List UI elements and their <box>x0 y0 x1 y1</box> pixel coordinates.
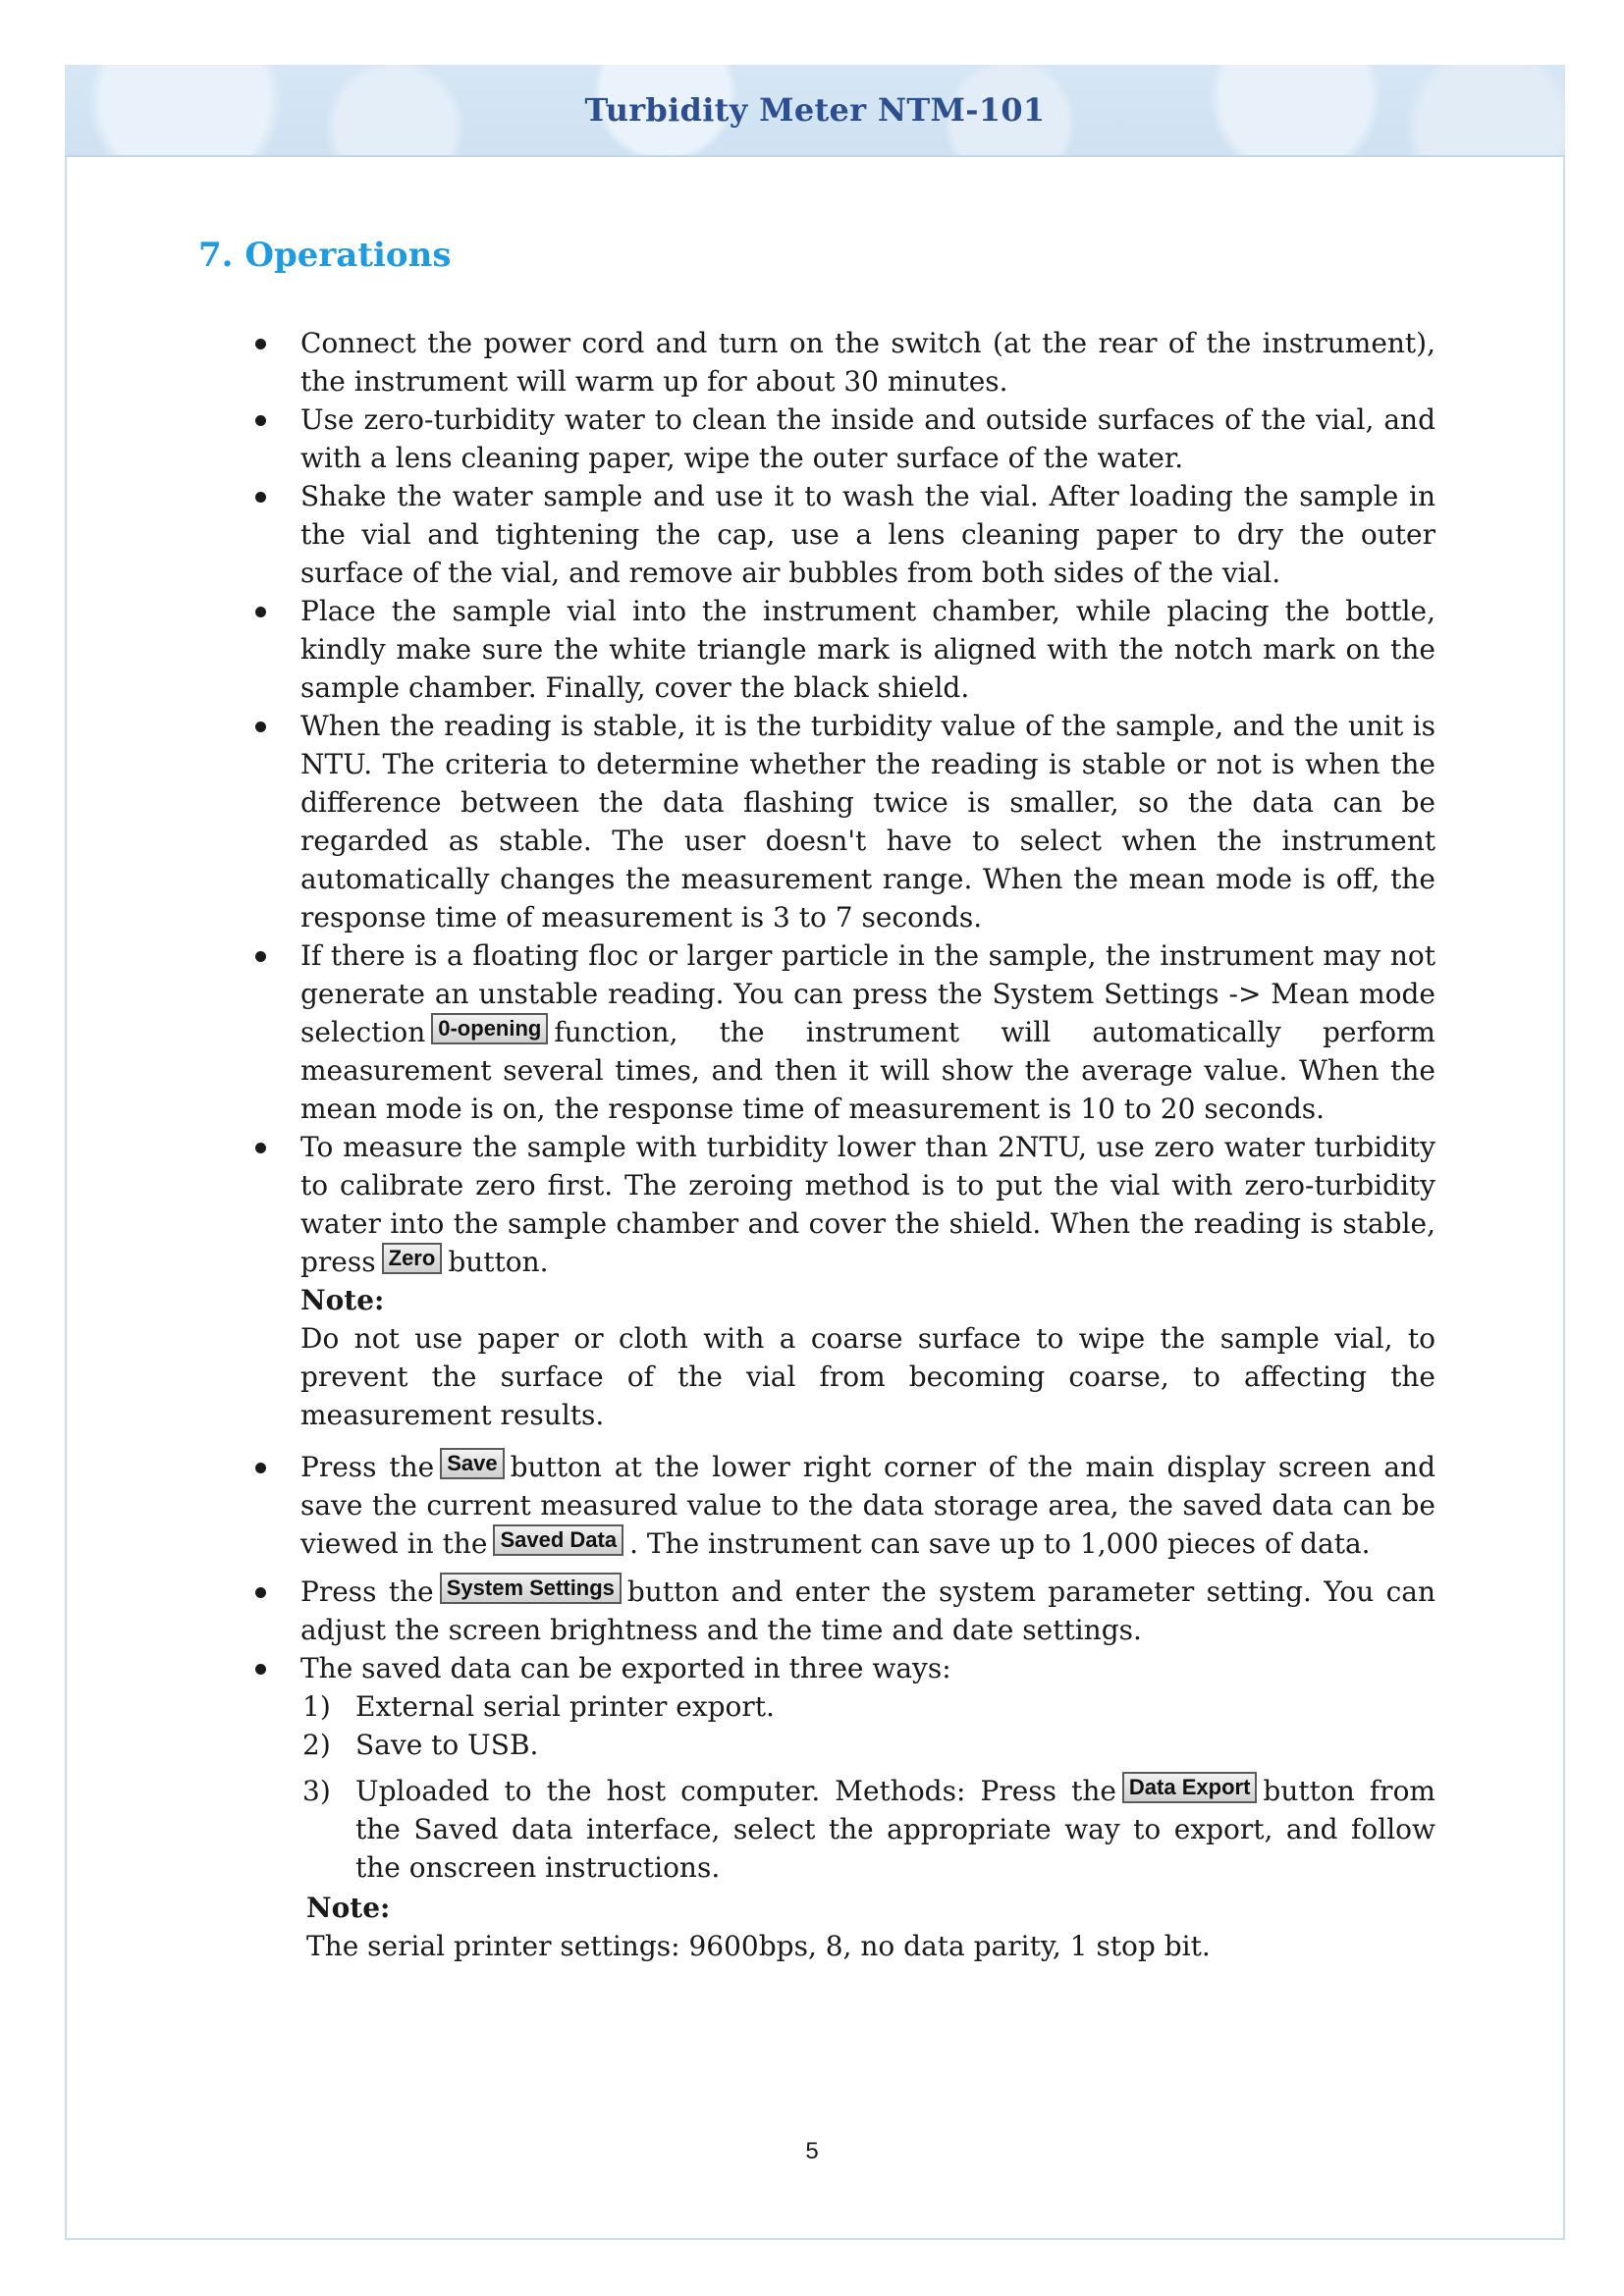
system-settings-button-image: System Settings <box>440 1573 622 1604</box>
list-item: Use zero-turbidity water to clean the inside and outside surfaces of the vial, and with a lens cleaning paper, wipe the outer surface of the water. <box>245 400 1435 477</box>
note-label: Note: <box>306 1892 391 1924</box>
section-title: 7. Operations <box>198 236 452 275</box>
list-item: Press the Save button at the lower right corner of the main display screen and save the current measured value to the data storage area, the saved data can be viewed in the Saved Data . The instrument can save up to 1,000 pieces of data. <box>245 1448 1435 1563</box>
list-item: If there is a floating floc or larger particle in the sample, the instrument may not generate an unstable reading. You can press the System Settings -> Mean mode selection 0-opening function, the instrument will automatically perform measurement several times, and then it will show the average value. When the mean mode is on, the response time of measurement is 10 to 20 seconds. <box>245 936 1435 1128</box>
list-item: The saved data can be exported in three ways: 1) External serial printer export. 2) Save to USB. 3) Uploaded to the host computer. Methods: Press the Data Export button from the Saved data interface, select the appropriate way to export, and follow the onscreen instructions. Note: The serial printer settings: 9600bps, 8, no data parity, 1 stop bit. <box>245 1649 1435 1965</box>
note-text: The serial printer settings: 9600bps, 8, no data parity, 1 stop bit. <box>306 1930 1211 1962</box>
zero-button-image: Zero <box>382 1243 443 1274</box>
export-way-item: 3) Uploaded to the host computer. Methods: Press the Data Export button from the Saved data interface, select the appropriate way to export, and follow the onscreen instructions. <box>300 1772 1435 1887</box>
saved-data-button-image: Saved Data <box>493 1524 623 1556</box>
list-item: To measure the sample with turbidity lower than 2NTU, use zero water turbidity to calibrate zero first. The zeroing method is to put the vial with zero-turbidity water into the sample chamber and cover the shield. When the reading is stable, press Zero button. Note: Do not use paper or cloth with a coarse surface to wipe the sample vial, to prevent the surface of the vial from becoming coarse, to affecting the measurement results. <box>245 1128 1435 1434</box>
operations-list <box>245 324 1435 1965</box>
list-item: Place the sample vial into the instrument chamber, while placing the bottle, kindly make sure the white triangle mark is aligned with the notch mark on the sample chamber. Finally, cover the black shield. <box>245 592 1435 707</box>
note-text: Do not use paper or cloth with a coarse surface to wipe the sample vial, to prevent the surface of the vial from becoming coarse, to affecting the measurement results. <box>300 1322 1435 1431</box>
final-note <box>300 1889 1435 1965</box>
page-number: 5 <box>805 2138 819 2164</box>
document-title: Turbidity Meter NTM-101 <box>584 91 1046 129</box>
export-ways-list <box>300 1687 1435 1887</box>
note-label: Note: <box>300 1284 385 1316</box>
list-item: When the reading is stable, it is the turbidity value of the sample, and the unit is NTU. The criteria to determine whether the reading is stable or not is when the difference between the data flashing twice is smaller, so the data can be regarded as stable. The user doesn't have to select when the instrument automatically changes the measurement range. When the mean mode is off, the response time of measurement is 3 to 7 seconds. <box>245 707 1435 936</box>
data-export-button-image: Data Export <box>1122 1772 1257 1803</box>
zero-opening-button-image: 0-opening <box>431 1013 548 1044</box>
export-way-item: 2) Save to USB. <box>302 1729 539 1761</box>
list-item: Press the System Settings button and enter the system parameter setting. You can adjust the screen brightness and the time and date settings. <box>245 1573 1435 1649</box>
header-banner <box>65 65 1565 157</box>
export-way-item: 1) External serial printer export. <box>302 1690 775 1723</box>
save-button-image: Save <box>440 1448 504 1479</box>
list-item: Shake the water sample and use it to wash the vial. After loading the sample in the vial and tightening the cap, use a lens cleaning paper to dry the outer surface of the vial, and remove air bubbles from both sides of the vial. <box>245 477 1435 592</box>
list-item: Connect the power cord and turn on the switch (at the rear of the instrument), the instrument will warm up for about 30 minutes. <box>245 324 1435 400</box>
operations-content <box>245 324 1435 1965</box>
